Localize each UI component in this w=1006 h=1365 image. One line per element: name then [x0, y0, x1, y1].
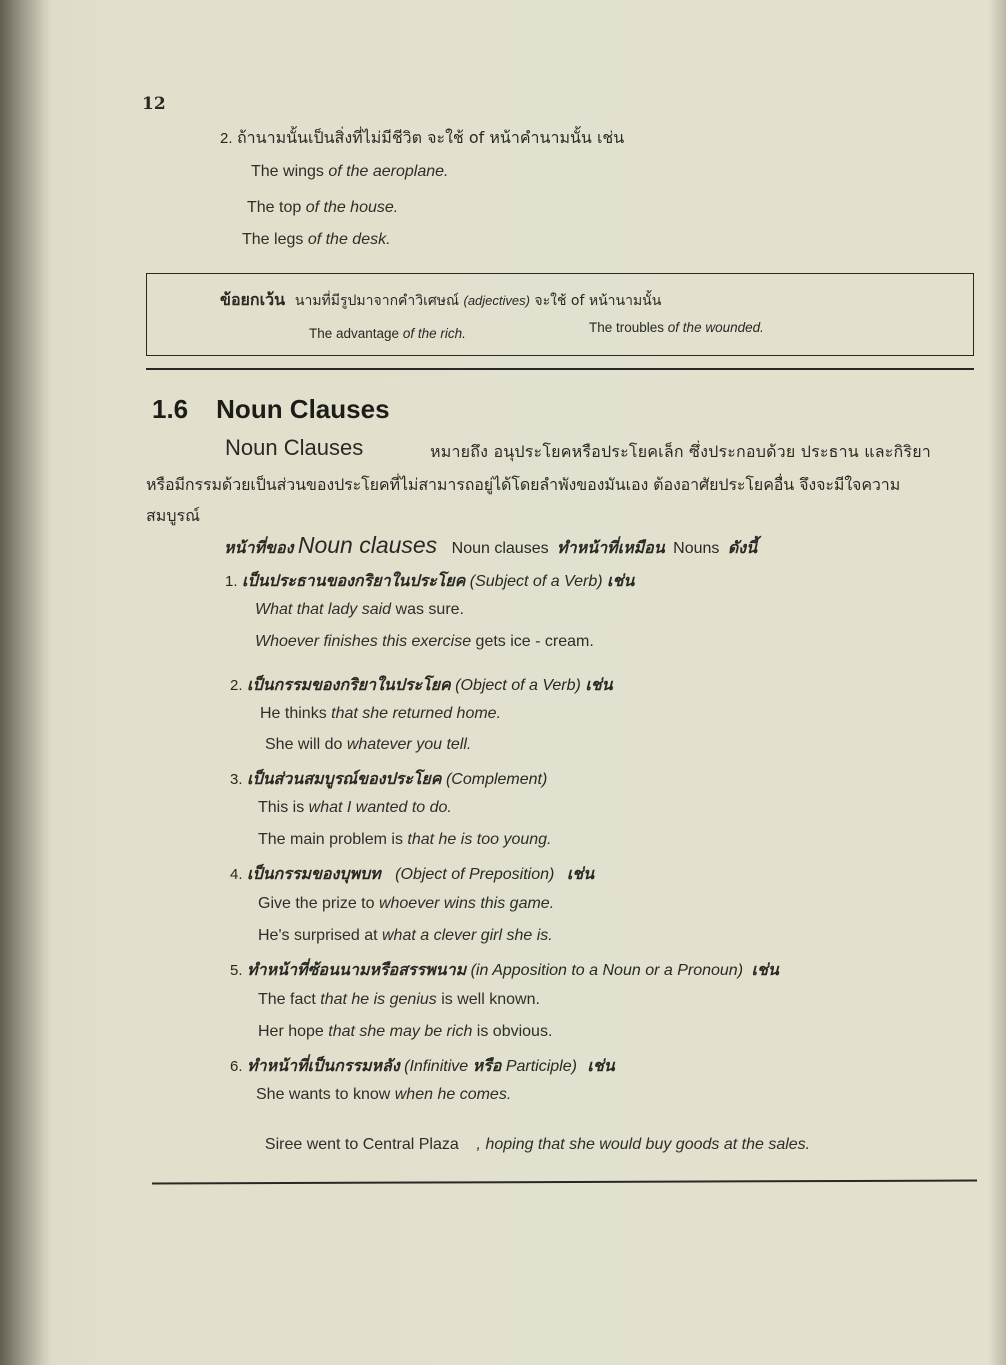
exception-text: นามที่มีรูปมาจากคำวิเศษณ์	[294, 293, 464, 309]
item-number: 3.	[230, 771, 243, 788]
item-example	[258, 895, 554, 913]
example-part: whatever you tell.	[346, 736, 472, 753]
example-part: that he is genius	[320, 991, 437, 1008]
item-suffix: เช่น	[607, 571, 635, 590]
item-number: 6.	[230, 1058, 243, 1075]
example-part: The fact	[258, 991, 321, 1008]
functions-mid-thai: ทำหน้าที่เหมือน	[557, 538, 665, 557]
example-part: what a clever girl she is.	[382, 927, 553, 944]
item-thai: เป็นกรรมของกริยาในประโยค	[246, 675, 451, 694]
example-plain: The troubles	[589, 320, 668, 335]
item-suffix: เช่น	[751, 960, 779, 979]
exception-line	[220, 288, 661, 313]
item-thai: เป็นประธานของกริยาในประโยค	[241, 571, 466, 590]
item-thai: เป็นส่วนสมบูรณ์ของประโยค	[246, 769, 442, 788]
item-english: (Object of Preposition)	[395, 866, 555, 883]
item-english: (Subject of a Verb)	[469, 573, 603, 590]
bottom-divider	[152, 1180, 977, 1185]
item-example	[258, 831, 552, 849]
function-item-5	[230, 958, 779, 983]
example-part: The main problem is	[258, 831, 408, 848]
exception-text-after: จะใช้ of หน้านามนั้น	[529, 293, 662, 309]
item-example	[265, 736, 471, 754]
intro-line-3: สมบูรณ์	[146, 506, 200, 525]
functions-nouns: Nouns	[673, 540, 720, 557]
example-part: Give the prize to	[258, 895, 379, 912]
item-number: 4.	[230, 866, 243, 883]
item-example	[255, 633, 594, 651]
example-part: that he is too young.	[407, 831, 552, 848]
example-italic: of the house.	[305, 199, 399, 216]
item-number: 5.	[230, 962, 243, 979]
item-suffix: เช่น	[566, 864, 595, 883]
item-example	[256, 1086, 511, 1104]
item-number: 2.	[230, 677, 243, 694]
item-example	[255, 601, 464, 619]
item-example	[258, 991, 540, 1009]
example-part: He thinks	[260, 705, 332, 722]
item-english: (in Apposition to a Noun or a Pronoun)	[470, 962, 744, 979]
exception-example-2	[589, 320, 764, 335]
item-thai: ทำหน้าที่ซ้อนนามหรือสรรพนาม	[246, 960, 467, 979]
item-thai: เป็นกรรมของบุพบท	[246, 864, 381, 883]
functions-prefix: หน้าที่ของ	[224, 538, 294, 557]
example-italic: of the wounded.	[667, 320, 764, 335]
function-item-6	[230, 1054, 615, 1079]
example-part: was sure.	[391, 601, 464, 618]
functions-mid-plain: Noun clauses	[451, 540, 549, 557]
page-binding-shadow	[0, 0, 52, 1365]
item-suffix: เช่น	[587, 1056, 615, 1075]
section-title: Noun Clauses	[216, 394, 390, 424]
example-plain: The wings	[251, 163, 329, 180]
item-example	[260, 705, 501, 723]
function-item-3	[230, 767, 547, 792]
example-part: She will do	[265, 736, 347, 753]
functions-suffix: ดังนี้	[727, 538, 757, 557]
example-part: that she may be rich	[328, 1023, 473, 1040]
intro-line-2: หรือมีกรรมด้วยเป็นส่วนของประโยคที่ไม่สามารถอยู่ได้โดยลำพังของมันเอง ต้องอาศัยประโยคอื่น จึงจะมีใจความ	[146, 475, 901, 494]
function-item-2	[230, 673, 613, 698]
section-divider	[146, 368, 974, 370]
functions-term: Noun clauses	[297, 532, 438, 558]
exception-example-1	[309, 326, 466, 341]
example-part: He's surprised at	[258, 927, 382, 944]
item-example	[258, 927, 553, 945]
item-english: (Object of a Verb)	[455, 677, 581, 694]
section-number: 1.6	[152, 394, 189, 424]
rule-example	[251, 163, 448, 181]
rule-example	[242, 231, 391, 249]
item-number: 1.	[225, 573, 238, 590]
example-part: is well known.	[436, 991, 540, 1008]
example-part: when he comes.	[394, 1086, 512, 1103]
item-example	[256, 1118, 810, 1154]
item-english: Participle)	[505, 1058, 577, 1075]
item-english: (Complement)	[445, 771, 548, 788]
item-english-or: หรือ	[472, 1056, 502, 1075]
exception-label: ข้อยกเว้น	[220, 290, 285, 309]
example-part: whoever wins this game.	[378, 895, 555, 912]
page-number: 12	[142, 94, 166, 114]
example-part: that she returned home.	[331, 705, 502, 722]
exception-box	[146, 273, 974, 356]
example-part: , hoping that she would buy goods at the sales.	[476, 1136, 811, 1153]
example-plain: The legs	[242, 231, 308, 248]
example-part: is obvious.	[472, 1023, 553, 1040]
item-suffix: เช่น	[585, 675, 613, 694]
item-example	[258, 1023, 552, 1041]
example-part: Whoever finishes this exercise	[255, 633, 472, 650]
example-italic: of the aeroplane.	[328, 163, 449, 180]
exception-italic: (adjectives)	[463, 293, 530, 308]
intro-term: Noun Clauses	[225, 435, 364, 460]
functions-header	[224, 532, 757, 561]
example-plain: The top	[247, 199, 306, 216]
example-plain: The advantage	[309, 326, 403, 341]
example-part: Her hope	[258, 1023, 329, 1040]
rule-number: 2.	[220, 130, 233, 147]
example-italic: of the desk.	[307, 231, 391, 248]
example-part: what I wanted to do.	[308, 799, 452, 816]
example-part: This is	[258, 799, 309, 816]
rule-2-line	[220, 126, 624, 151]
example-part: What that lady said	[255, 601, 392, 618]
function-item-4	[230, 862, 594, 887]
example-italic: of the rich.	[402, 326, 466, 341]
rule-text: ถ้านามนั้นเป็นสิ่งที่ไม่มีชีวิต จะใช้ of หน้าคำนามนั้น เช่น	[236, 128, 625, 147]
item-example	[258, 799, 452, 817]
rule-example	[247, 199, 398, 217]
function-item-1	[225, 569, 634, 594]
item-thai: ทำหน้าที่เป็นกรรมหลัง	[246, 1056, 400, 1075]
example-part: gets ice - cream.	[471, 633, 594, 650]
page-edge-shadow	[988, 0, 1006, 1365]
item-english: (Infinitive	[404, 1058, 469, 1075]
intro-line-1: หมายถึง อนุประโยคหรือประโยคเล็ก ซึ่งประกอบด้วย ประธาน และกิริยา	[430, 442, 931, 461]
example-part: She wants to know	[256, 1086, 395, 1103]
example-part: Siree went to Central Plaza	[264, 1136, 477, 1153]
section-heading	[152, 394, 390, 425]
